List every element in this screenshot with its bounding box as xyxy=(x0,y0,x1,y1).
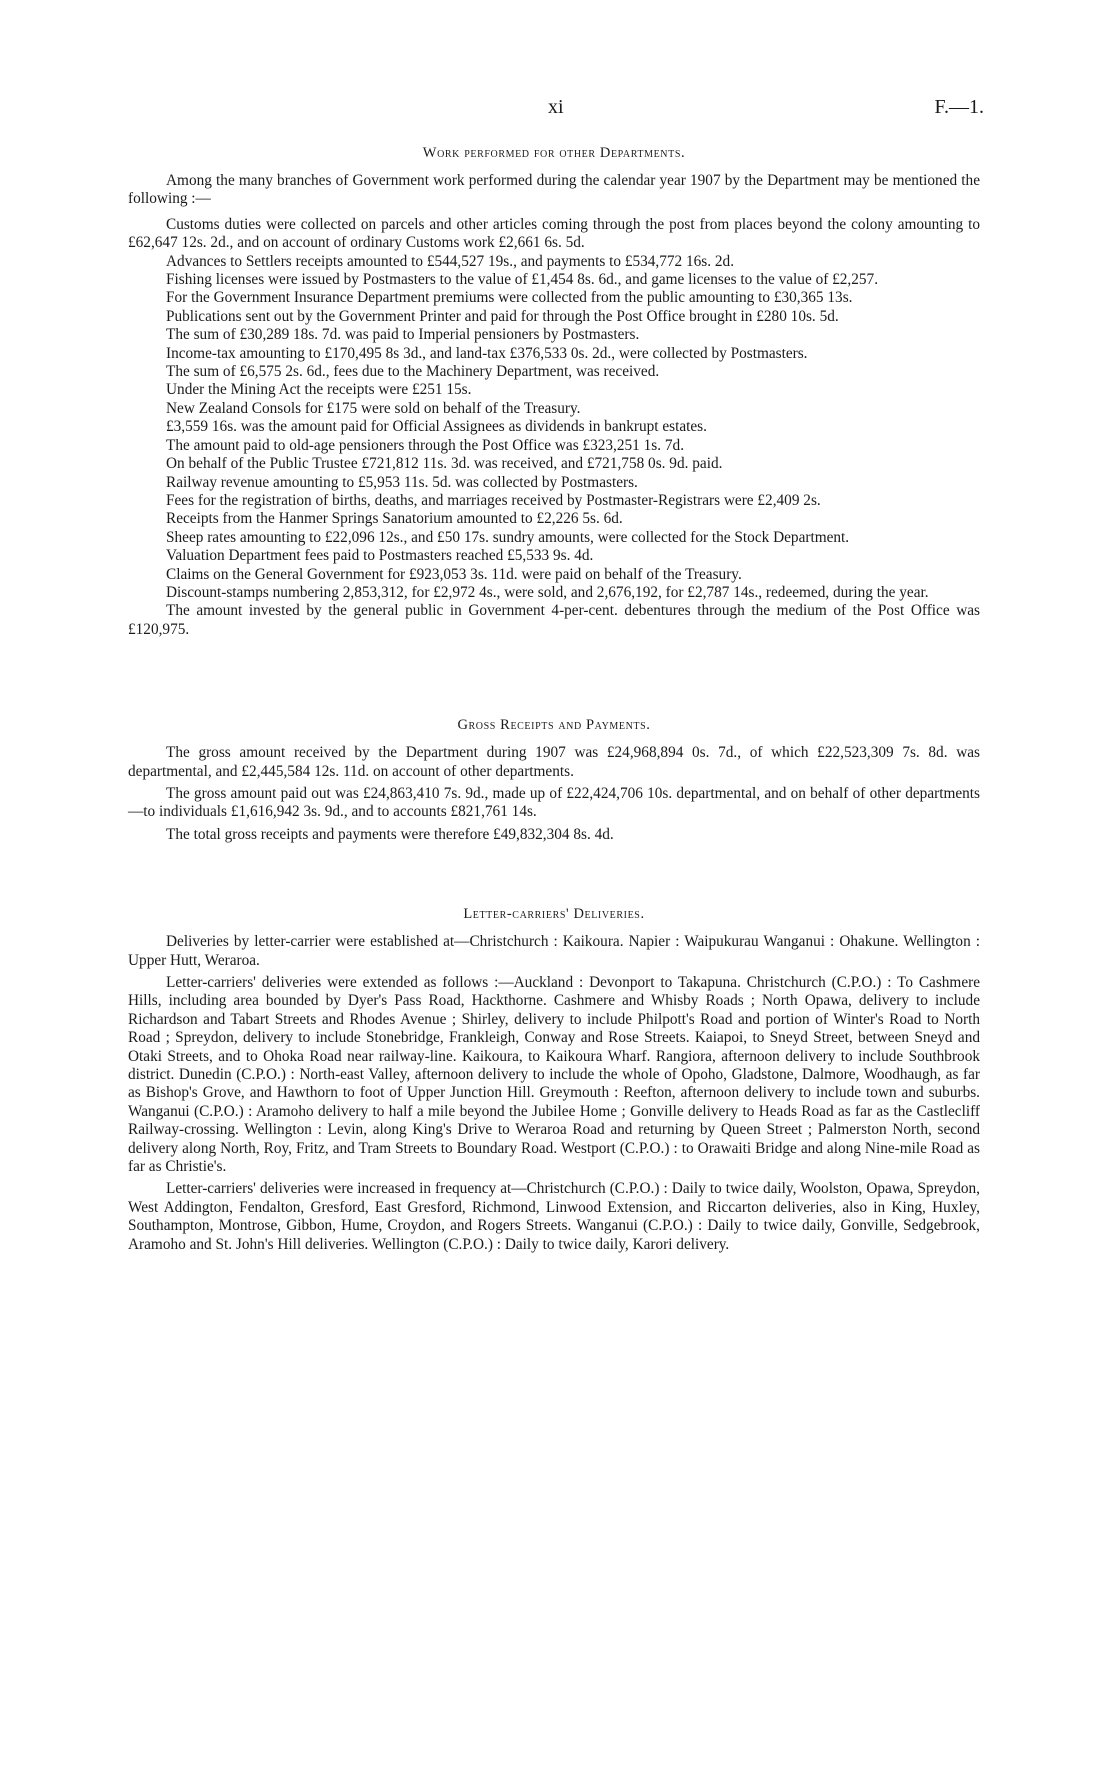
paragraph: Fees for the registration of births, deaths, and marriages received by Postmaster-Registrars were £2,409 2s. xyxy=(166,491,821,509)
paragraph: Letter-carriers' deliveries were increased in frequency at—Christchurch (C.P.O.) : Daily to twice daily, Woolston, Opawa, Spreydon, West Addington, Fendalton, Gresford, East Gresford, Richmond, Linwood Extension, and Riccarton deliveries, also in King, Huxley, Southampton, Montrose, Gibbon, Hume, Croydon, and Rogers Streets. Wanganui (C.P.O.) : Daily to twice daily, Gonville, Sedgebrook, Aramoho and St. John's Hill deliveries. Wellington (C.P.O.) : Daily to twice daily, Karori delivery. xyxy=(128,1180,980,1253)
paragraph: Fishing licenses were issued by Postmasters to the value of £1,454 8s. 6d., and game licenses to the value of £2,257. xyxy=(166,271,879,289)
paragraph: The amount paid to old-age pensioners through the Post Office was £323,251 1s. 7d. xyxy=(166,436,685,454)
section-letter-carriers xyxy=(128,906,980,1254)
section-title: Gross Receipts and Payments. xyxy=(457,717,651,734)
paragraph: Discount-stamps numbering 2,853,312, for £2,972 4s., were sold, and 2,676,192, for £2,787 14s., redeemed, during the year. xyxy=(166,583,929,601)
paragraph: Deliveries by letter-carrier were established at—Christchurch : Kaikoura. Napier : Waipukurau Wanganui : Ohakune. Wellington : Upper Hutt, Weraroa. xyxy=(128,933,980,969)
section-title: Work performed for other Departments. xyxy=(422,145,686,161)
paragraph: On behalf of the Public Trustee £721,812 11s. 3d. was received, and £721,758 0s. 9d. paid. xyxy=(166,455,723,473)
section-title: Letter-carriers' Deliveries. xyxy=(463,906,645,923)
page-content xyxy=(128,145,980,1258)
page-header xyxy=(0,96,1114,120)
paragraph: Publications sent out by the Government Printer and paid for through the Post Office brought in £280 10s. 5d. xyxy=(166,307,839,325)
paragraph: The gross amount received by the Department during 1907 was £24,968,894 0s. 7d., of which £22,523,309 7s. 8d. was departmental, and £2,445,584 12s. 11d. on account of other departments. xyxy=(128,744,980,780)
paragraph: Income-tax amounting to £170,495 8s 3d., and land-tax £376,533 0s. 2d., were collected by Postmasters. xyxy=(166,344,808,362)
paragraph: Under the Mining Act the receipts were £251 15s. xyxy=(166,381,472,399)
paragraph: New Zealand Consols for £175 were sold on behalf of the Treasury. xyxy=(166,399,581,417)
paragraph: Advances to Settlers receipts amounted to £544,527 19s., and payments to £534,772 16s. 2d. xyxy=(166,252,735,270)
paragraph: The sum of £30,289 18s. 7d. was paid to Imperial pensioners by Postmasters. xyxy=(166,326,640,344)
section-gross-receipts xyxy=(128,717,980,844)
page-number: xi xyxy=(548,96,564,118)
section-other-departments xyxy=(128,145,980,639)
paragraph: Among the many branches of Government work performed during the calendar year 1907 by the Department may be mentioned the following :— xyxy=(128,172,980,208)
paragraph: For the Government Insurance Department premiums were collected from the public amounting to £30,365 13s. xyxy=(166,289,853,307)
document-code: F.—1. xyxy=(934,96,984,118)
paragraph: Letter-carriers' deliveries were extended as follows :—Auckland : Devonport to Takapuna. Christchurch (C.P.O.) : To Cashmere Hills, including area bounded by Dyer's Pass Road, Hackthorne. Cashmere and Whisby Roads ; North Opawa, delivery to include Richardson and Tabart Streets and Rhodes Avenue ; Shirley, delivery to include Philpott's Road and portion of Winter's Road to North Road ; Spreydon, delivery to include Stonebridge, Frankleigh, Conway and Rose Streets. Kaiapoi, to Sneyd Street, between Sneyd and Otaki Streets, and to Ohoka Road near railway-line. Kaikoura, to Kaikoura Wharf. Rangiora, afternoon delivery to include Southbrook district. Dunedin (C.P.O.) : North-east Valley, afternoon delivery to include the whole of Opoho, Gladstone, Dalmore, Woodhaugh, as far as Bishop's Grove, and Hawthorn to foot of Upper Junction Hill. Greymouth : Reefton, afternoon delivery to include town and suburbs. Wanganui (C.P.O.) : Aramoho delivery to half a mile beyond the Jubilee Home ; Gonville delivery to Heads Road as far as the Castlecliff Railway-crossing. Wellington : Levin, along King's Drive to Weraroa Road and returning by Queen Street ; Palmerston North, second delivery along North, Roy, Fritz, and Tram Streets to Boundary Road. Westport (C.P.O.) : to Orawaiti Bridge and along Nine-mile Road as far as Christie's. xyxy=(128,974,980,1176)
paragraph: Railway revenue amounting to £5,953 11s. 5d. was collected by Postmasters. xyxy=(166,473,638,491)
paragraph: The amount invested by the general public in Government 4-per-cent. debentures through the medium of the Post Office was £120,975. xyxy=(128,602,980,638)
paragraph: The sum of £6,575 2s. 6d., fees due to the Machinery Department, was received. xyxy=(166,363,660,381)
paragraph: The gross amount paid out was £24,863,410 7s. 9d., made up of £22,424,706 10s. departmental, and on behalf of other departments—to individuals £1,616,942 3s. 9d., and to accounts £821,761 14s. xyxy=(128,784,980,821)
paragraph: Claims on the General Government for £923,053 3s. 11d. were paid on behalf of the Treasury. xyxy=(166,565,742,583)
paragraph: Receipts from the Hanmer Springs Sanatorium amounted to £2,226 5s. 6d. xyxy=(166,510,623,528)
paragraph: Customs duties were collected on parcels and other articles coming through the post from places beyond the colony amounting to £62,647 12s. 2d., and on account of ordinary Customs work £2,661 6s. 5d. xyxy=(128,215,980,252)
paragraph: The total gross receipts and payments were therefore £49,832,304 8s. 4d. xyxy=(166,825,614,843)
paragraph: Sheep rates amounting to £22,096 12s., and £50 17s. sundry amounts, were collected for the Stock Department. xyxy=(166,528,850,546)
paragraph: £3,559 16s. was the amount paid for Official Assignees as dividends in bankrupt estates. xyxy=(166,418,707,436)
paragraph: Valuation Department fees paid to Postmasters reached £5,533 9s. 4d. xyxy=(166,547,594,565)
